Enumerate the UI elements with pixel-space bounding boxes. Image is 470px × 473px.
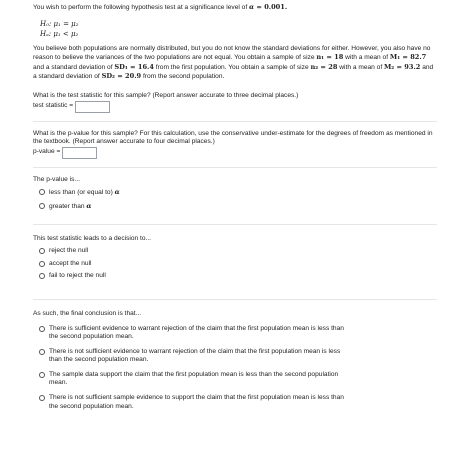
desc-text: with a mean of <box>343 54 390 62</box>
m2-value: M₂ = 93.2 <box>383 62 421 71</box>
p-value-prompt: What is the p-value for this sample? For this calculation, use the conservative under-estimate for the degrees of freedom as mentioned in the textbook. (Report answer accurate to four decimal places.) <box>33 129 433 146</box>
option-conclusion-4[interactable] <box>39 394 437 411</box>
option-fail-to-reject-null[interactable] <box>39 272 437 281</box>
n2-value: n₂ = 28 <box>310 62 338 71</box>
option-accept-null[interactable] <box>39 260 437 269</box>
p-value-row <box>33 147 437 159</box>
sd2-value: SD₂ = 20.9 <box>101 72 142 81</box>
option-less-than-alpha[interactable] <box>39 188 437 198</box>
option-text: greater than <box>49 202 87 210</box>
m1-value: M₁ = 82.7 <box>389 53 427 62</box>
option-label <box>49 202 437 212</box>
divider <box>33 299 437 300</box>
desc-text: from the second population. <box>141 73 225 81</box>
option-greater-than-alpha[interactable] <box>39 202 437 212</box>
option-conclusion-3[interactable] <box>39 371 437 388</box>
hypotheses <box>40 19 437 39</box>
option-reject-null[interactable] <box>39 247 437 256</box>
radio-button[interactable] <box>39 326 45 332</box>
divider <box>33 224 437 225</box>
radio-button[interactable] <box>39 203 45 209</box>
test-statistic-input[interactable] <box>75 101 110 113</box>
p-value-question <box>33 130 437 159</box>
option-label: There is not sufficient evidence to warrant rejection of the claim that the first population mean is less than the second population mean. <box>49 347 341 364</box>
radio-button[interactable] <box>39 349 45 355</box>
intro-sentence: You wish to perform the following hypothesis test at a significance level of <box>33 4 250 11</box>
alpha-value: = 0.001. <box>254 3 288 11</box>
option-conclusion-2[interactable] <box>39 348 437 365</box>
p-value-comparison-prompt: The p-value is... <box>33 175 80 183</box>
option-conclusion-1[interactable] <box>39 325 437 342</box>
desc-text: with a mean of <box>337 63 384 71</box>
sd1-value: SD₁ = 16.4 <box>114 62 154 71</box>
p-value-label: p-value = <box>33 148 61 156</box>
divider <box>33 121 437 122</box>
option-label: reject the null <box>49 247 89 255</box>
radio-button[interactable] <box>39 261 45 267</box>
radio-button[interactable] <box>39 189 45 195</box>
conclusion-question <box>33 310 437 411</box>
option-label <box>49 188 437 198</box>
intro-text <box>33 3 437 13</box>
problem-description <box>33 45 437 82</box>
test-statistic-prompt: What is the test statistic for this sample? (Report answer accurate to three decimal places.) <box>33 91 299 99</box>
conclusion-prompt: As such, the final conclusion is that... <box>33 309 142 317</box>
option-label: There is sufficient evidence to warrant rejection of the claim that the first population mean is less than the second population mean. <box>49 324 344 341</box>
option-label: accept the null <box>49 259 92 267</box>
radio-button[interactable] <box>39 395 45 401</box>
p-value-input[interactable] <box>62 147 97 159</box>
decision-question <box>33 235 437 281</box>
alternative-hypothesis: Hₐ: μ₁ < μ₂ <box>40 29 79 38</box>
test-statistic-question <box>33 92 437 113</box>
desc-text: You believe both populations are normally distributed, but you do not know the standard deviations for either. However, you also have no reason to believe the variances of the two populations are not equal. You obtain a sample of size <box>33 44 431 62</box>
option-label: fail to reject the null <box>49 272 106 280</box>
test-statistic-row <box>33 101 437 113</box>
null-hypothesis: H₀: μ₁ = μ₂ <box>40 19 79 28</box>
alpha-symbol: α <box>249 3 255 11</box>
option-text: less than (or equal to) <box>49 189 115 197</box>
desc-text: and a standard deviation of <box>33 63 434 81</box>
radio-button[interactable] <box>39 372 45 378</box>
desc-text: and a standard deviation of <box>33 63 115 71</box>
test-statistic-label: test statistic = <box>33 102 74 110</box>
n1-value: n₁ = 18 <box>316 53 344 62</box>
radio-button[interactable] <box>39 273 45 279</box>
alpha-symbol: α <box>86 201 92 210</box>
option-label: The sample data support the claim that the first population mean is less than the second population mean. <box>49 370 339 387</box>
radio-button[interactable] <box>39 248 45 254</box>
alpha-symbol: α <box>114 188 120 197</box>
divider <box>33 167 437 168</box>
option-label: There is not sufficient sample evidence to support the claim that the first population mean is less than the second population mean. <box>49 394 344 410</box>
question-container <box>33 3 437 411</box>
desc-text: from the first population. You obtain a sample of size <box>153 63 311 71</box>
p-value-comparison-question <box>33 176 437 212</box>
decision-prompt: This test statistic leads to a decision to... <box>33 234 152 242</box>
